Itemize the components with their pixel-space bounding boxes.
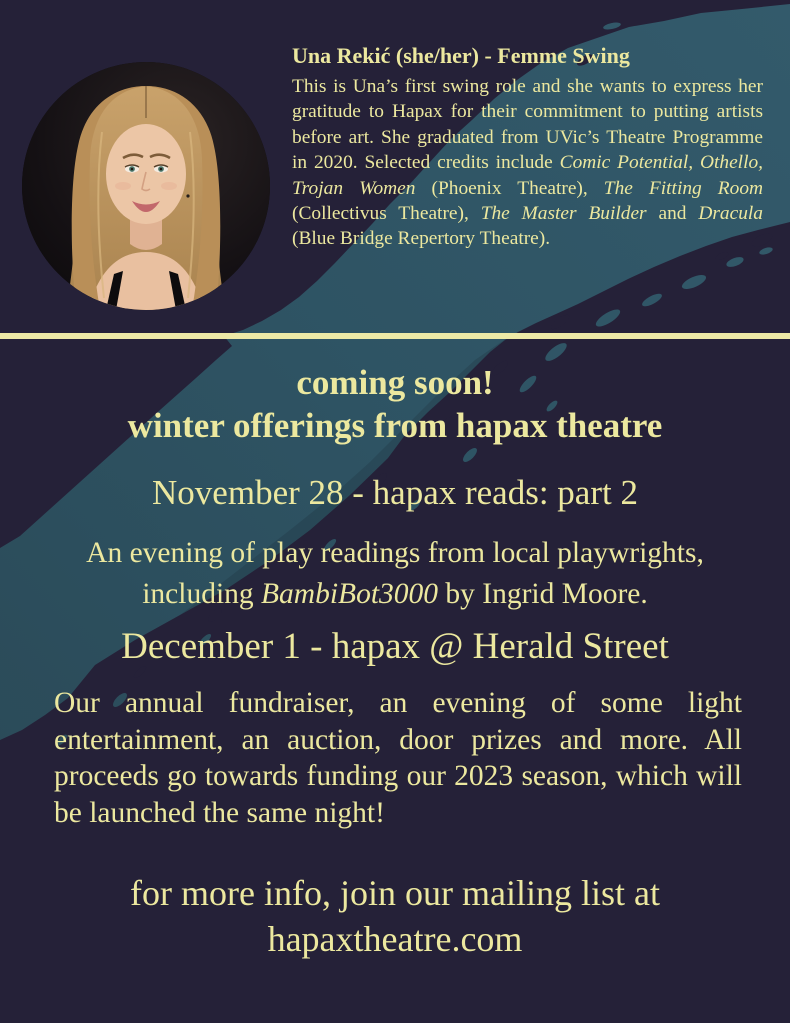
website-url: hapaxtheatre.com xyxy=(267,919,523,959)
bio-title: Una Rekić (she/her) - Femme Swing xyxy=(292,43,630,68)
mailing-list-text: for more info, join our mailing list at xyxy=(130,873,660,913)
bio-paragraph: This is Una’s first swing role and she wants to express her gratitude to Hapax for their commitment to putting artists before art. She graduated from UVic’s Theatre Programme in 2020. Selected credits include Comic Potential, Othello, Trojan Women (Phoenix Theatre), The Fitting Room (Collectivus Theatre), The Master Builder and Dracula (Blue Bridge Repertory Theatre). xyxy=(292,76,764,250)
headshot-photo xyxy=(22,62,270,310)
event-title-november: November 28 - hapax reads: part 2 xyxy=(152,473,638,512)
mailing-list-info xyxy=(0,870,790,962)
coming-soon-line1: coming soon! xyxy=(296,363,494,402)
event-title-december: December 1 - hapax @ Herald Street xyxy=(121,626,669,667)
blush-right xyxy=(161,182,177,190)
coming-soon-line2: winter offerings from hapax theatre xyxy=(127,406,663,445)
event-description-november: An evening of play readings from local playwrights, including BambiBot3000 by Ingrid Moore. xyxy=(86,537,704,610)
headshot-illustration xyxy=(22,62,270,310)
earring xyxy=(186,194,189,197)
event-description-december: Our annual fundraiser, an evening of some light entertainment, an auction, door prizes and more. All proceeds go towards funding our 2023 season, which will be launched the same night! xyxy=(54,687,742,829)
coming-soon-heading xyxy=(0,361,790,447)
blush-left xyxy=(115,182,131,190)
section-divider xyxy=(0,333,790,339)
